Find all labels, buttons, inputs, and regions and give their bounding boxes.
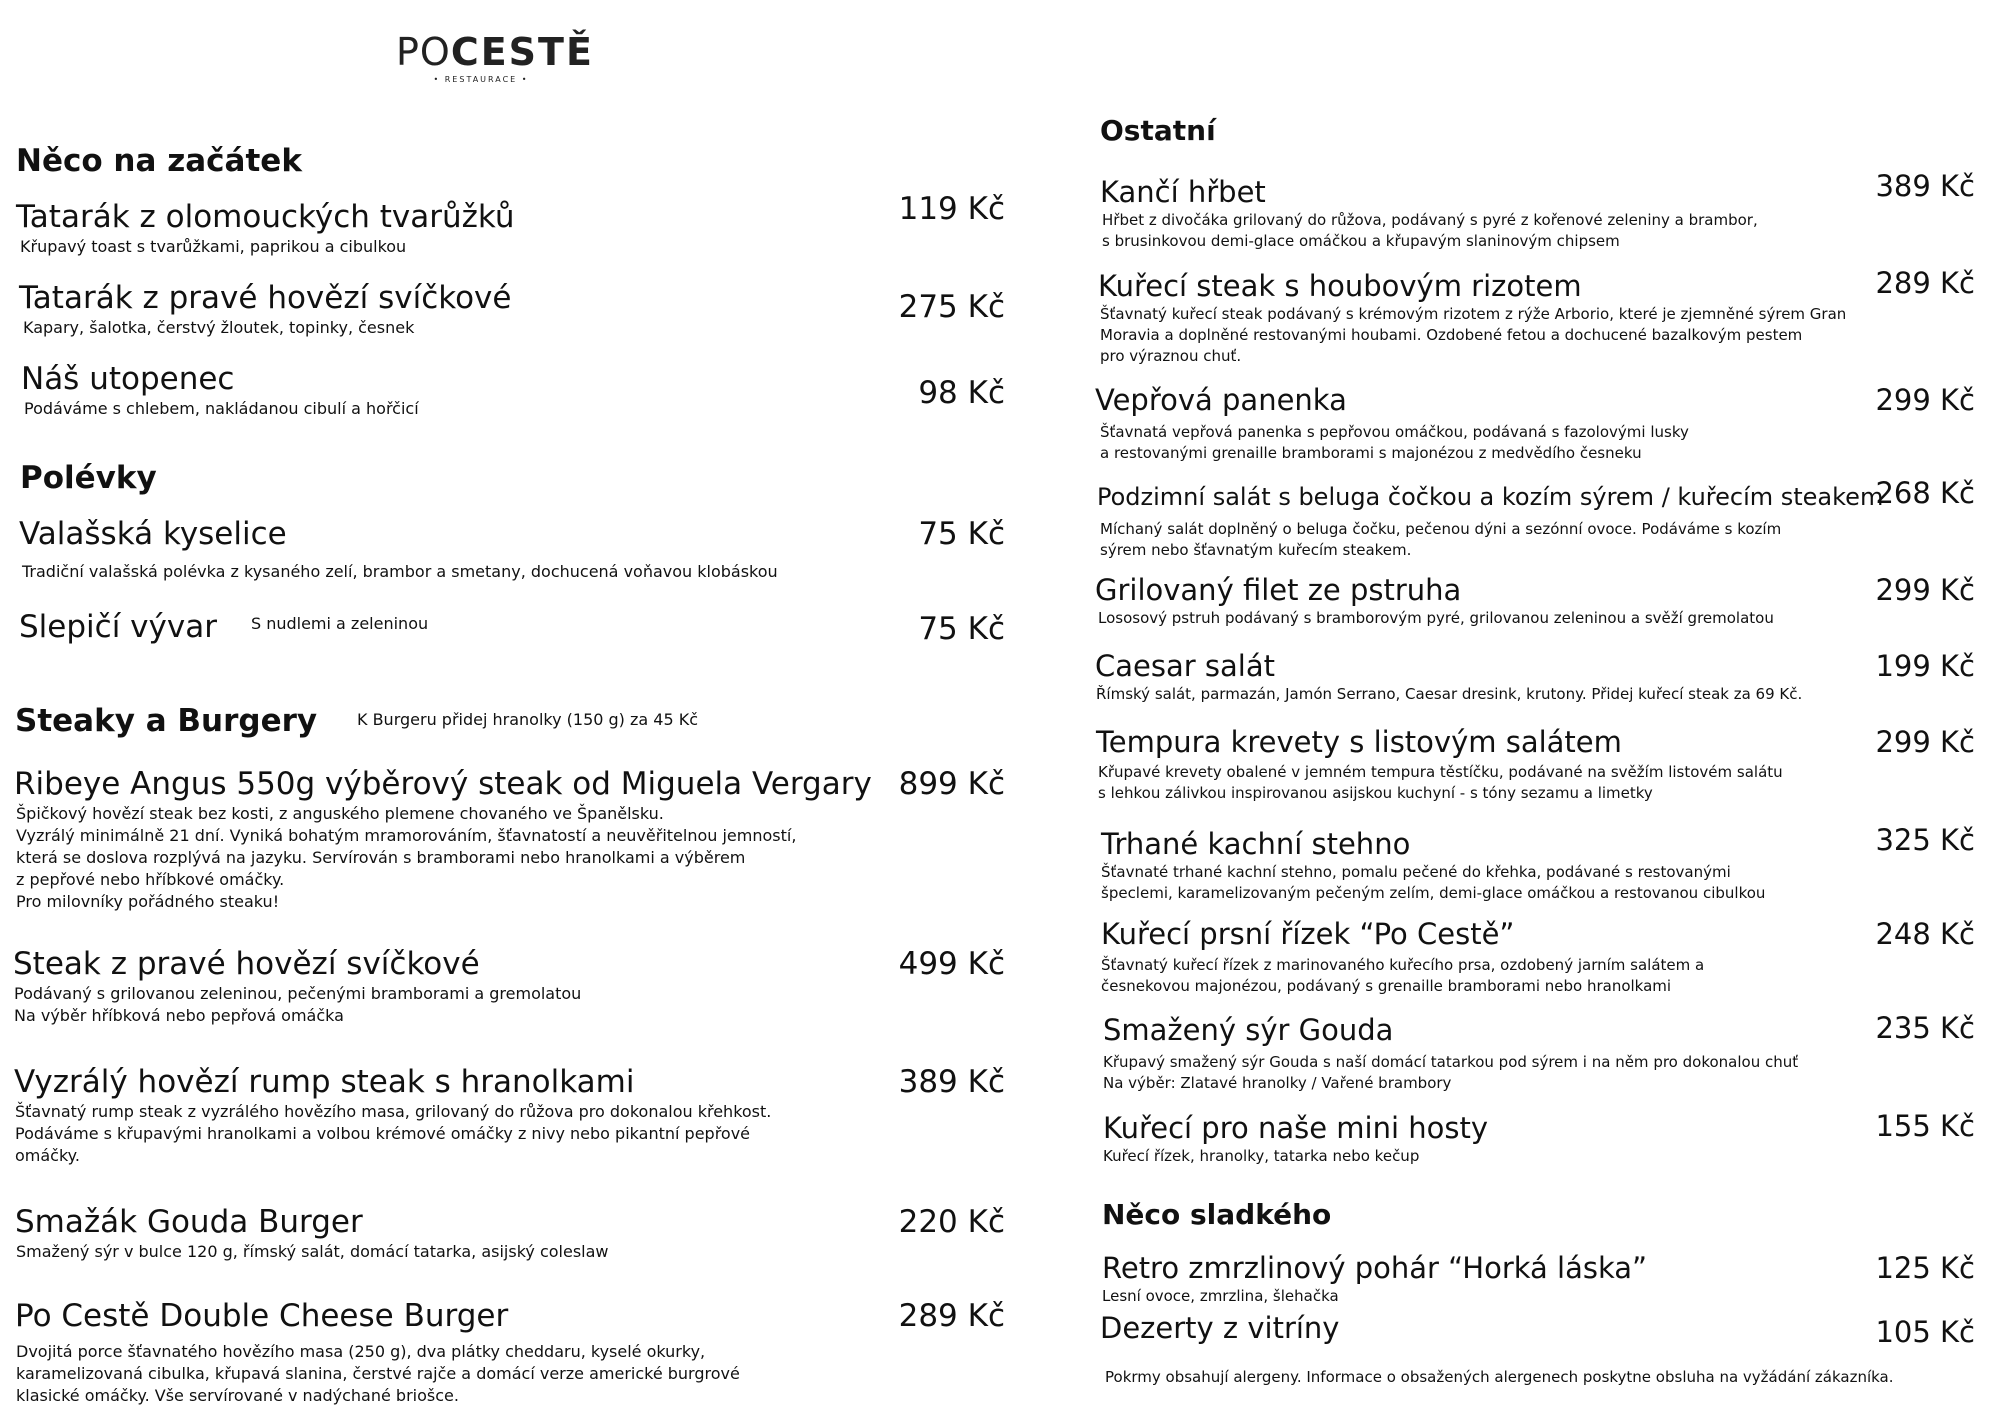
item-price: 220 Kč (898, 1204, 1005, 1240)
item-description: Šťavnatá vepřová panenka s pepřovou omáčkou, podávaná s fazolovými lusky a restovanými grenaille bramborami s majonézou z medvědího česneku (1100, 423, 1689, 462)
item-description: Lesní ovoce, zmrzlina, šlehačka (1102, 1287, 1339, 1305)
menu-item (19, 608, 859, 646)
item-name: Slepičí vývar (19, 609, 217, 645)
item-price: 75 Kč (918, 611, 1005, 647)
item-description: Špičkový hovězí steak bez kosti, z anguského plemene chovaného ve Španělsku. Vyzrálý minimálně 21 dní. Vyniká bohatým mramorováním, šťavnatostí a neuvěřitelnou jemností, která se doslova rozplývá na jazyku. Servírován s bramborami nebo hranolkami a výběrem z pepřové nebo hříbkové omáčky. Pro milovníky pořádného steaku! (16, 804, 797, 911)
item-description: Lososový pstruh podávaný s bramborovým pyré, grilovanou zeleninou a svěží gremolatou (1098, 609, 1774, 627)
item-description: Dvojitá porce šťavnatého hovězího masa (250 g), dva plátky cheddaru, kyselé okurky, karamelizovaná cibulka, křupavá slanina, čerstvé rajče a domácí verze americké burgrové klasické omáčky. Vše servírované v nadýchané briošce. (16, 1342, 740, 1405)
item-name: Náš utopenec (21, 361, 235, 397)
menu-item (15, 1297, 875, 1407)
item-name: Ribeye Angus 550g výběrový steak od Miguela Vergary (14, 766, 872, 802)
item-name: Retro zmrzlinový pohár “Horká láska” (1102, 1251, 1648, 1285)
menu-item (19, 515, 859, 583)
item-price: 268 Kč (1875, 476, 1975, 510)
item-description: Římský salát, parmazán, Jamón Serrano, Caesar dresink, krutony. Přidej kuřecí steak za 69 Kč. (1096, 685, 1803, 703)
menu-item (13, 945, 853, 1027)
item-name: Kuřecí prsní řízek “Po Cestě” (1101, 917, 1515, 951)
section-title-sweet: Něco sladkého (1102, 1198, 1332, 1231)
item-name: Kuřecí pro naše mini hosty (1103, 1111, 1489, 1145)
item-price: 389 Kč (898, 1064, 1005, 1100)
item-price: 235 Kč (1875, 1011, 1975, 1045)
item-price: 199 Kč (1875, 649, 1975, 683)
menu-item (21, 360, 861, 420)
menu-item (1096, 724, 1856, 804)
item-name: Podzimní salát s beluga čočkou a kozím sýrem / kuřecím steakem (1097, 483, 1884, 511)
item-description: Míchaný salát doplněný o beluga čočku, pečenou dýni a sezónní ovoce. Podáváme s kozím sýrem nebo šťavnatým kuřecím steakem. (1100, 520, 1782, 559)
item-price: 289 Kč (1875, 266, 1975, 300)
item-name: Tatarák z pravé hovězí svíčkové (19, 280, 512, 316)
item-name: Smažák Gouda Burger (15, 1204, 363, 1240)
item-description: Kapary, šalotka, čerstvý žloutek, topinky, česnek (23, 318, 415, 337)
item-name: Trhané kachní stehno (1101, 827, 1411, 861)
item-description: Hřbet z divočáka grilovaný do růžova, podávaný s pyré z kořenové zeleniny a brambor, s brusinkovou demi-glace omáčkou a křupavým slaninovým chipsem (1102, 211, 1758, 250)
item-description: Křupavý toast s tvarůžkami, paprikou a cibulkou (20, 237, 407, 256)
item-name: Grilovaný filet ze pstruha (1095, 573, 1462, 607)
item-price: 325 Kč (1875, 823, 1975, 857)
item-name: Dezerty z vitríny (1100, 1311, 1340, 1345)
item-name: Valašská kyselice (19, 516, 287, 552)
item-price: 105 Kč (1875, 1315, 1975, 1349)
item-description: Podáváme s chlebem, nakládanou cibulí a hořčicí (24, 399, 419, 418)
menu-right-column (1080, 0, 1980, 1415)
item-description: Křupavý smažený sýr Gouda s naší domácí tatarkou pod sýrem i na něm pro dokonalou chuť Na výběr: Zlatavé hranolky / Vařené brambory (1103, 1053, 1799, 1092)
item-description: S nudlemi a zeleninou (250, 614, 429, 633)
menu-item (1097, 479, 1884, 561)
menu-item (1103, 1012, 1863, 1094)
menu-item (14, 1063, 874, 1167)
item-price: 499 Kč (898, 946, 1005, 982)
menu-item (1095, 648, 1855, 705)
item-price: 248 Kč (1875, 917, 1975, 951)
item-price: 289 Kč (898, 1298, 1005, 1334)
menu-item (1103, 1110, 1863, 1167)
section-title-start: Něco na začátek (16, 143, 302, 179)
item-name: Tempura krevety s listovým salátem (1096, 725, 1622, 759)
item-name: Po Cestě Double Cheese Burger (15, 1298, 509, 1334)
menu-item (1095, 572, 1855, 629)
menu-item (1101, 916, 1861, 997)
item-price: 125 Kč (1875, 1251, 1975, 1285)
item-name: Steak z pravé hovězí svíčkové (13, 946, 480, 982)
item-name: Smažený sýr Gouda (1103, 1013, 1394, 1047)
item-price: 75 Kč (918, 516, 1005, 552)
item-name: Tatarák z olomouckých tvarůžků (16, 199, 515, 235)
logo-ceste: CESTĚ (450, 30, 594, 74)
menu-item (1102, 1250, 1862, 1307)
item-price: 119 Kč (898, 191, 1005, 227)
logo-po: PO (396, 30, 451, 74)
item-price: 98 Kč (918, 375, 1005, 411)
item-description: Křupavé krevety obalené v jemném tempura těstíčku, podávané na svěžím listovém salátu s lehkou zálivkou inspirovanou asijskou kuchyní - s tóny sezamu a limetky (1098, 763, 1783, 802)
section-title-soups: Polévky (20, 460, 157, 496)
item-description: Šťavnatý kuřecí steak podávaný s krémovým rizotem z rýže Arborio, které je zjemněné sýrem Gran Moravia a doplněné restovanými houbami. Ozdobené fetou a dochucené bazalkovým pestem pro výraznou chuť. (1100, 305, 1847, 365)
item-description: Kuřecí řízek, hranolky, tatarka nebo kečup (1103, 1147, 1420, 1165)
menu-item (16, 198, 856, 258)
menu-item (1101, 826, 1861, 904)
section-title-steaks: Steaky a Burgery (15, 703, 318, 739)
item-name: Vepřová panenka (1095, 383, 1347, 417)
item-price: 155 Kč (1875, 1109, 1975, 1143)
item-price: 389 Kč (1875, 169, 1975, 203)
item-description: Šťavnaté trhané kachní stehno, pomalu pečené do křehka, podávané s restovanými špeclemi, karamelizovaným pečeným zelím, demi-glace omáčkou a restovanou cibulkou (1101, 863, 1766, 902)
section-note: K Burgeru přidej hranolky (150 g) za 45 Kč (357, 710, 699, 729)
item-name: Vyzrálý hovězí rump steak s hranolkami (14, 1064, 635, 1100)
item-description: Šťavnatý kuřecí řízek z marinovaného kuřecího prsa, ozdobený jarním salátem a česnekovou majonézou, podávaný s grenaille bramborami nebo hranolkami (1101, 956, 1705, 995)
menu-item (1100, 1310, 1860, 1346)
item-name: Caesar salát (1095, 649, 1275, 683)
menu-item (1095, 382, 1855, 464)
menu-item (1100, 174, 1860, 252)
menu-item (14, 765, 874, 913)
item-description: Tradiční valašská polévka z kysaného zelí, brambor a smetany, dochucená voňavou klobáskou (22, 562, 778, 581)
allergen-footnote: Pokrmy obsahují alergeny. Informace o obsažených alergenech poskytne obsluha na vyžádání zákazníka. (1105, 1368, 1894, 1386)
item-name: Kančí hřbet (1100, 175, 1266, 209)
item-description: Smažený sýr v bulce 120 g, římský salát, domácí tatarka, asijský coleslaw (16, 1242, 609, 1261)
menu-item (15, 1203, 855, 1263)
item-description: Šťavnatý rump steak z vyzrálého hovězího masa, grilovaný do růžova pro dokonalou křehkost. Podáváme s křupavými hranolkami a volbou krémové omáčky z nivy nebo pikantní pepřové omáčky. (15, 1102, 772, 1165)
menu-item (1098, 268, 1858, 367)
item-description: Podávaný s grilovanou zeleninou, pečenými bramborami a gremolatou Na výběr hříbková nebo pepřová omáčka (14, 984, 582, 1025)
item-price: 299 Kč (1875, 725, 1975, 759)
item-price: 299 Kč (1875, 383, 1975, 417)
menu-item (19, 279, 859, 339)
item-price: 275 Kč (898, 289, 1005, 325)
logo-subtitle: • RESTAURACE • (433, 75, 529, 84)
section-title-other: Ostatní (1100, 114, 1216, 147)
item-price: 899 Kč (898, 766, 1005, 802)
item-price: 299 Kč (1875, 573, 1975, 607)
item-name: Kuřecí steak s houbovým rizotem (1098, 269, 1582, 303)
